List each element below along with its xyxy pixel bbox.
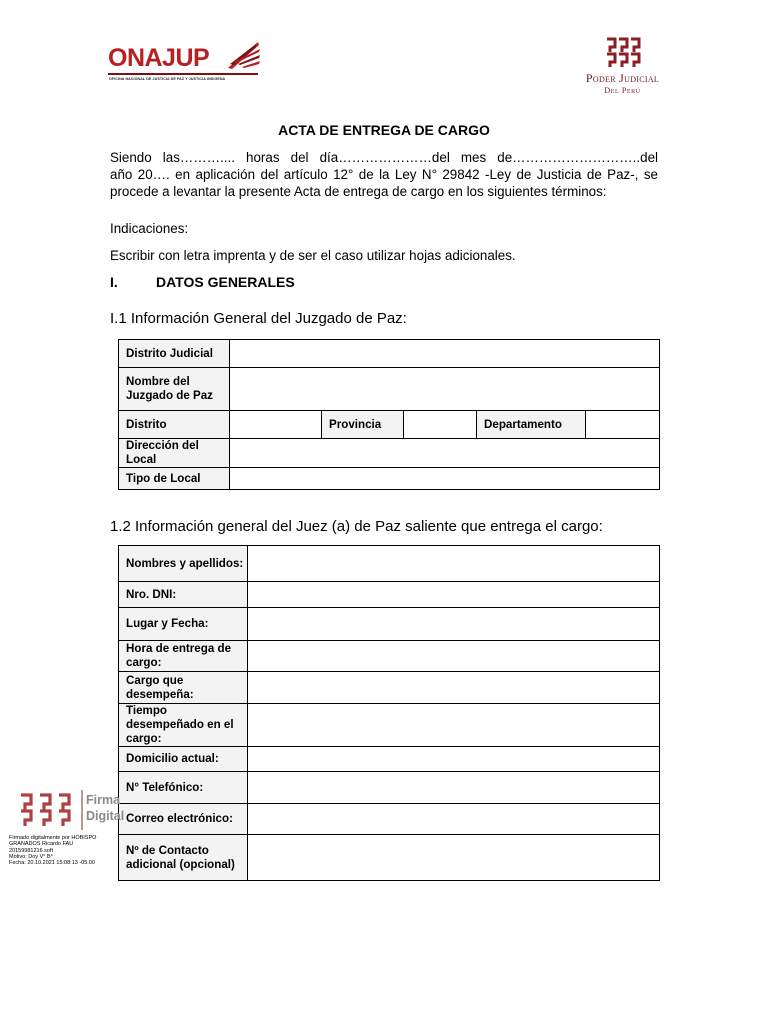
table-row — [119, 468, 660, 490]
table-row — [119, 835, 660, 881]
field-distrito-judicial[interactable] — [230, 340, 660, 368]
field-provincia[interactable] — [404, 411, 477, 439]
label-telefono: N° Telefónico: — [119, 772, 248, 804]
table-row — [119, 340, 660, 368]
instruction-text: Escribir con letra imprenta y de ser el caso utilizar hojas adicionales. — [110, 248, 516, 263]
field-nombre-juzgado[interactable] — [230, 368, 660, 411]
juzgado-info-table — [118, 339, 660, 490]
onajup-subtitle: OFICINA NACIONAL DE JUSTICIA DE PAZ Y JUSTICIA INDIGENA — [109, 77, 226, 81]
onajup-rule — [108, 73, 258, 75]
field-telefono[interactable] — [248, 772, 660, 804]
field-contacto[interactable] — [248, 835, 660, 881]
table-row — [119, 672, 660, 704]
label-distrito-judicial: Distrito Judicial — [119, 340, 230, 368]
subsection-2-heading: 1.2 Información general del Juez (a) de Paz saliente que entrega el cargo: — [110, 518, 603, 535]
firma-label-line: Firma — [86, 793, 121, 807]
firma-label-line: Digital — [86, 809, 125, 823]
label-cargo: Cargo que desempeña: — [119, 672, 248, 704]
section-heading — [110, 274, 295, 290]
field-distrito[interactable] — [230, 411, 322, 439]
intro-line: año 20…. en aplicación del artículo 12° de la Ley N° 29842 -Ley de Justicia de Paz-, se — [110, 167, 658, 182]
table-row — [119, 772, 660, 804]
indicaciones-label: Indicaciones: — [110, 221, 189, 236]
intro-paragraph — [110, 149, 658, 200]
label-nombre-juzgado: Nombre del Juzgado de Paz — [119, 368, 230, 411]
firma-label — [86, 792, 124, 824]
intro-line: Siendo las……….... horas del día…………………del mes de………………………..del — [110, 150, 658, 165]
label-domicilio: Domicilio actual: — [119, 747, 248, 772]
table-row — [119, 608, 660, 641]
firma-metadata — [9, 835, 96, 866]
table-row — [119, 582, 660, 608]
poder-judicial-subtitle: Del Perú — [604, 86, 641, 95]
field-hora-entrega[interactable] — [248, 641, 660, 672]
poder-judicial-logo — [575, 36, 670, 98]
section-number: I. — [110, 274, 118, 290]
field-tiempo[interactable] — [248, 704, 660, 747]
label-provincia: Provincia — [322, 411, 404, 439]
label-lugar-fecha: Lugar y Fecha: — [119, 608, 248, 641]
field-direccion[interactable] — [230, 439, 660, 468]
field-nombres[interactable] — [248, 546, 660, 582]
field-tipo-local[interactable] — [230, 468, 660, 490]
table-row — [119, 747, 660, 772]
field-lugar-fecha[interactable] — [248, 608, 660, 641]
table-row — [119, 368, 660, 411]
firma-digital-emblem-icon — [18, 792, 78, 828]
label-departamento: Departamento — [477, 411, 586, 439]
onajup-logo — [108, 40, 268, 86]
table-row — [119, 546, 660, 582]
poder-judicial-name: Poder Judicial — [585, 71, 660, 85]
table-row — [119, 641, 660, 672]
firma-meta-line: Motivo: Doy V° B° — [9, 853, 53, 860]
table-row — [119, 439, 660, 468]
subsection-1-heading: I.1 Información General del Juzgado de Paz: — [110, 310, 407, 327]
field-domicilio[interactable] — [248, 747, 660, 772]
section-title: DATOS GENERALES — [156, 274, 295, 290]
table-row — [119, 804, 660, 835]
label-dni: Nro. DNI: — [119, 582, 248, 608]
firma-meta-line: 20159981216 soft — [9, 847, 54, 854]
field-correo[interactable] — [248, 804, 660, 835]
field-departamento[interactable] — [586, 411, 660, 439]
label-contacto: Nº de Contacto adicional (opcional) — [119, 835, 248, 881]
onajup-brush-icon — [226, 40, 260, 72]
firma-meta-line: Fecha: 20.10.2021 15:08:13 -05:00 — [9, 860, 95, 867]
intro-line: procede a levantar la presente Acta de entrega de cargo en los siguientes términos: — [110, 184, 607, 199]
onajup-name: ONAJUP — [108, 44, 210, 72]
firma-meta-line: GRANADOS Ricardo FAU — [9, 841, 74, 848]
label-tipo-local: Tipo de Local — [119, 468, 230, 490]
field-dni[interactable] — [248, 582, 660, 608]
firma-divider — [81, 790, 83, 830]
label-distrito: Distrito — [119, 411, 230, 439]
table-row — [119, 704, 660, 747]
label-tiempo: Tiempo desempeñado en el cargo: — [119, 704, 248, 747]
label-direccion: Dirección del Local — [119, 439, 230, 468]
juez-info-table — [118, 545, 660, 881]
document-title: ACTA DE ENTREGA DE CARGO — [278, 122, 490, 138]
firma-digital-stamp — [18, 790, 125, 830]
label-hora-entrega: Hora de entrega de cargo: — [119, 641, 248, 672]
poder-judicial-emblem-icon — [604, 36, 642, 70]
table-row — [119, 411, 660, 439]
label-correo: Correo electrónico: — [119, 804, 248, 835]
firma-meta-line: Firmado digitalmente por HOBISPO — [9, 835, 97, 841]
field-cargo[interactable] — [248, 672, 660, 704]
label-nombres: Nombres y apellidos: — [119, 546, 248, 582]
